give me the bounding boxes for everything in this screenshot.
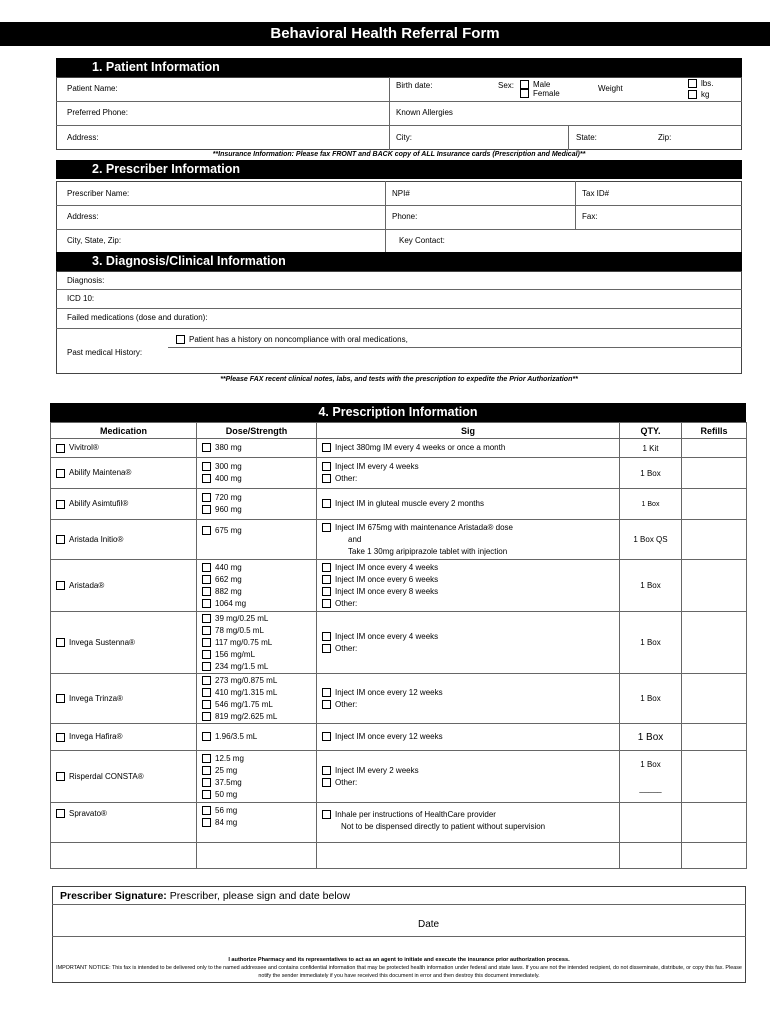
fax-label: Fax:	[582, 212, 598, 221]
prescriber-address-label: Address:	[67, 212, 99, 221]
qty-cell: 1 Box	[620, 458, 682, 489]
sig-checkbox[interactable]	[322, 688, 331, 697]
sig-cell: Inject IM once every 12 weeks	[317, 724, 620, 751]
refills-cell[interactable]	[682, 520, 747, 560]
past-medical-history-label: Past medical History:	[67, 348, 143, 357]
female-option[interactable]: Female	[520, 89, 560, 99]
table-row	[51, 751, 747, 803]
sig-checkbox[interactable]	[322, 599, 331, 608]
dose-checkbox[interactable]	[202, 650, 211, 659]
sex-label: Sex:	[498, 81, 515, 90]
prescriber-signature-label: Prescriber Signature:	[60, 890, 167, 902]
prescription-section-heading: 4. Prescription Information	[50, 403, 746, 422]
dose-cell: 56 mg 84 mg	[197, 803, 317, 843]
table-row	[51, 724, 747, 751]
dose-checkbox[interactable]	[202, 474, 211, 483]
dose-checkbox[interactable]	[202, 778, 211, 787]
diagnosis-section-heading: 3. Diagnosis/Clinical Information	[56, 252, 742, 271]
dose-cell: 380 mg	[197, 439, 317, 458]
medication-cell[interactable]: Vivitrol®	[51, 439, 197, 458]
dose-cell: 12.5 mg 25 mg 37.5mg 50 mg	[197, 751, 317, 803]
medication-header: Medication	[51, 423, 197, 439]
sig-checkbox[interactable]	[322, 644, 331, 653]
dose-checkbox[interactable]	[202, 614, 211, 623]
medication-cell[interactable]: Invega Hafira®	[51, 724, 197, 751]
dose-header: Dose/Strength	[197, 423, 317, 439]
zip-label: Zip:	[658, 133, 672, 142]
birthdate-label: Birth date:	[396, 81, 433, 90]
dose-checkbox[interactable]	[202, 818, 211, 827]
medication-cell[interactable]: Aristada Initio®	[51, 520, 197, 560]
prescription-table	[50, 422, 747, 869]
sig-checkbox[interactable]	[322, 474, 331, 483]
dose-cell: 440 mg 662 mg 882 mg 1064 mg	[197, 560, 317, 612]
dose-checkbox[interactable]	[202, 575, 211, 584]
dose-checkbox[interactable]	[202, 806, 211, 815]
prescriber-section-heading: 2. Prescriber Information	[56, 160, 742, 179]
refills-cell[interactable]	[682, 803, 747, 843]
medication-checkbox[interactable]	[56, 535, 65, 544]
qty-header: QTY.	[620, 423, 682, 439]
patient-address-label: Address:	[67, 133, 99, 142]
sig-cell: Inject IM every 2 weeks Other:	[317, 751, 620, 803]
blank-medication-cell[interactable]	[51, 843, 197, 869]
lbs-checkbox[interactable]	[688, 79, 697, 88]
dose-checkbox[interactable]	[202, 587, 211, 596]
dose-checkbox[interactable]	[202, 688, 211, 697]
date-label: Date	[418, 919, 440, 930]
dose-checkbox[interactable]	[202, 700, 211, 709]
medication-checkbox[interactable]	[56, 469, 65, 478]
clinical-notes-note: **Please FAX recent clinical notes, labs, and tests with the prescription to expedite the Prior Authorization**	[220, 376, 578, 383]
blank-qty-cell[interactable]	[620, 843, 682, 869]
qty-cell: 1 Box _____	[620, 751, 682, 803]
sig-cell: Inject IM once every 12 weeks Other:	[317, 674, 620, 724]
sig-cell: Inject IM in gluteal muscle every 2 months	[317, 489, 620, 520]
kg-checkbox[interactable]	[688, 90, 697, 99]
refills-cell[interactable]	[682, 612, 747, 674]
qty-cell: 1 Box QS	[620, 520, 682, 560]
dose-checkbox[interactable]	[202, 662, 211, 671]
sig-checkbox[interactable]	[322, 462, 331, 471]
sig-cell: Inject IM once every 4 weeks Other:	[317, 612, 620, 674]
sig-checkbox[interactable]	[322, 443, 331, 452]
refills-cell[interactable]	[682, 724, 747, 751]
sig-checkbox[interactable]	[322, 810, 331, 819]
dose-checkbox[interactable]	[202, 676, 211, 685]
male-option[interactable]: Male	[520, 80, 550, 90]
dose-checkbox[interactable]	[202, 563, 211, 572]
sig-checkbox[interactable]	[322, 523, 331, 532]
dose-checkbox[interactable]	[202, 732, 211, 741]
qty-cell	[620, 803, 682, 843]
form-title: Behavioral Health Referral Form	[0, 22, 770, 46]
sig-checkbox[interactable]	[322, 563, 331, 572]
sig-checkbox[interactable]	[322, 778, 331, 787]
table-row	[51, 560, 747, 612]
medication-checkbox[interactable]	[56, 581, 65, 590]
dose-cell: 1.96/3.5 mL	[197, 724, 317, 751]
qty-cell: 1 Box	[620, 724, 682, 751]
dose-checkbox[interactable]	[202, 462, 211, 471]
kg-option[interactable]: kg	[688, 90, 709, 100]
blank-dose-cell[interactable]	[197, 843, 317, 869]
dose-cell: 273 mg/0.875 mL 410 mg/1.315 mL 546 mg/1.75 mL 819 mg/2.625 mL	[197, 674, 317, 724]
noncompliance-checkbox[interactable]	[176, 335, 185, 344]
medication-cell[interactable]: Abilify Maintena®	[51, 458, 197, 489]
table-row	[51, 520, 747, 560]
dose-cell: 39 mg/0.25 mL 78 mg/0.5 mL 117 mg/0.75 mL 156 mg/mL 234 mg/1.5 mL	[197, 612, 317, 674]
prescription-header-row	[51, 423, 747, 439]
female-checkbox[interactable]	[520, 89, 529, 98]
patient-name-label: Patient Name:	[67, 84, 118, 93]
sig-cell: Inject IM once every 4 weeks Inject IM once every 6 weeks Inject IM once every 8 weeks Other:	[317, 560, 620, 612]
key-contact-label: Key Contact:	[399, 236, 445, 245]
table-row	[51, 489, 747, 520]
authorization-statement: I authorize Pharmacy and its representatives to act as an agent to initiate and execute the insurance prior authorization process.	[228, 957, 570, 963]
blank-row	[51, 843, 747, 869]
dose-checkbox[interactable]	[202, 443, 211, 452]
medication-checkbox[interactable]	[56, 500, 65, 509]
medication-cell[interactable]: Abilify Asimtufil®	[51, 489, 197, 520]
table-row	[51, 612, 747, 674]
table-row	[51, 803, 747, 843]
noncompliance-option[interactable]: Patient has a history on noncompliance with oral medications,	[176, 335, 408, 345]
table-row	[51, 674, 747, 724]
refills-cell[interactable]	[682, 489, 747, 520]
tax-id-label: Tax ID#	[582, 189, 610, 198]
table-row	[51, 439, 747, 458]
prescriber-phone-label: Phone:	[392, 212, 418, 221]
dose-checkbox[interactable]	[202, 505, 211, 514]
failed-medications-label: Failed medications (dose and duration):	[67, 313, 208, 322]
refills-cell[interactable]	[682, 674, 747, 724]
sig-checkbox[interactable]	[322, 732, 331, 741]
signature-instruction: Prescriber, please sign and date below	[169, 890, 351, 902]
dose-checkbox[interactable]	[202, 493, 211, 502]
sig-cell: Inject IM every 4 weeks Other:	[317, 458, 620, 489]
sig-checkbox[interactable]	[322, 587, 331, 596]
dose-cell: 300 mg 400 mg	[197, 458, 317, 489]
sig-cell: Inject 380mg IM every 4 weeks or once a month	[317, 439, 620, 458]
dose-cell: 675 mg	[197, 520, 317, 560]
important-notice: IMPORTANT NOTICE: This fax is intended to be delivered only to the named addressee and contains confidential information that may be protected health information under federal and state laws. If you are not the intended recipient, do not disseminate, distribute, or copy this fax. Please notify the sender immediately if you have received this document in error and then destroy this document immediately.	[56, 965, 742, 979]
qty-blank-line: _____	[639, 783, 662, 793]
refills-header: Refills	[682, 423, 747, 439]
medication-checkbox[interactable]	[56, 733, 65, 742]
qty-cell: 1 Box	[620, 612, 682, 674]
insurance-note: **Insurance Information: Please fax FRONT and BACK copy of ALL Insurance cards (Prescription and Medical)**	[212, 151, 586, 158]
dose-checkbox[interactable]	[202, 526, 211, 535]
patient-section-heading: 1. Patient Information	[56, 58, 742, 77]
medication-checkbox[interactable]	[56, 444, 65, 453]
refills-cell[interactable]	[682, 560, 747, 612]
qty-cell: 1 Kit	[620, 439, 682, 458]
dose-cell: 720 mg 960 mg	[197, 489, 317, 520]
table-row	[51, 458, 747, 489]
sig-header: Sig	[317, 423, 620, 439]
refills-cell[interactable]	[682, 439, 747, 458]
diagnosis-label: Diagnosis:	[67, 276, 105, 285]
sig-checkbox[interactable]	[322, 632, 331, 641]
state-label: State:	[576, 133, 597, 142]
weight-label: Weight	[598, 84, 623, 93]
dose-checkbox[interactable]	[202, 766, 211, 775]
qty-cell: 1 Box	[620, 674, 682, 724]
medication-cell[interactable]: Invega Sustenna®	[51, 612, 197, 674]
blank-sig-cell[interactable]	[317, 843, 620, 869]
known-allergies-label: Known Allergies	[396, 108, 453, 117]
sig-cell: Inject IM 675mg with maintenance Aristada® dose and Take 1 30mg aripiprazole tablet with injection	[317, 520, 620, 560]
dose-checkbox[interactable]	[202, 790, 211, 799]
preferred-phone-label: Preferred Phone:	[67, 108, 128, 117]
city-state-zip-label: City, State, Zip:	[67, 236, 122, 245]
npi-label: NPI#	[392, 189, 410, 198]
city-label: City:	[396, 133, 412, 142]
dose-checkbox[interactable]	[202, 712, 211, 721]
sig-checkbox[interactable]	[322, 499, 331, 508]
medication-checkbox[interactable]	[56, 809, 65, 818]
lbs-option[interactable]: lbs.	[688, 79, 713, 89]
medication-cell[interactable]: Aristada®	[51, 560, 197, 612]
medication-checkbox[interactable]	[56, 772, 65, 781]
sig-checkbox[interactable]	[322, 700, 331, 709]
dose-checkbox[interactable]	[202, 638, 211, 647]
dose-checkbox[interactable]	[202, 626, 211, 635]
medication-cell[interactable]: Risperdal CONSTA®	[51, 751, 197, 803]
blank-refills-cell[interactable]	[682, 843, 747, 869]
sig-checkbox[interactable]	[322, 766, 331, 775]
medication-checkbox[interactable]	[56, 638, 65, 647]
dose-checkbox[interactable]	[202, 599, 211, 608]
medication-checkbox[interactable]	[56, 694, 65, 703]
icd10-label: ICD 10:	[67, 294, 95, 303]
sig-checkbox[interactable]	[322, 575, 331, 584]
refills-cell[interactable]	[682, 751, 747, 803]
medication-cell[interactable]: Spravato®	[51, 803, 197, 843]
medication-cell[interactable]: Invega Trinza®	[51, 674, 197, 724]
qty-cell: 1 Box	[620, 560, 682, 612]
dose-checkbox[interactable]	[202, 754, 211, 763]
sig-cell: Inhale per instructions of HealthCare provider Not to be dispensed directly to patient without supervision	[317, 803, 620, 843]
signature-heading	[60, 890, 350, 903]
prescriber-name-label: Prescriber Name:	[67, 189, 130, 198]
refills-cell[interactable]	[682, 458, 747, 489]
qty-cell: 1 Box	[620, 489, 682, 520]
